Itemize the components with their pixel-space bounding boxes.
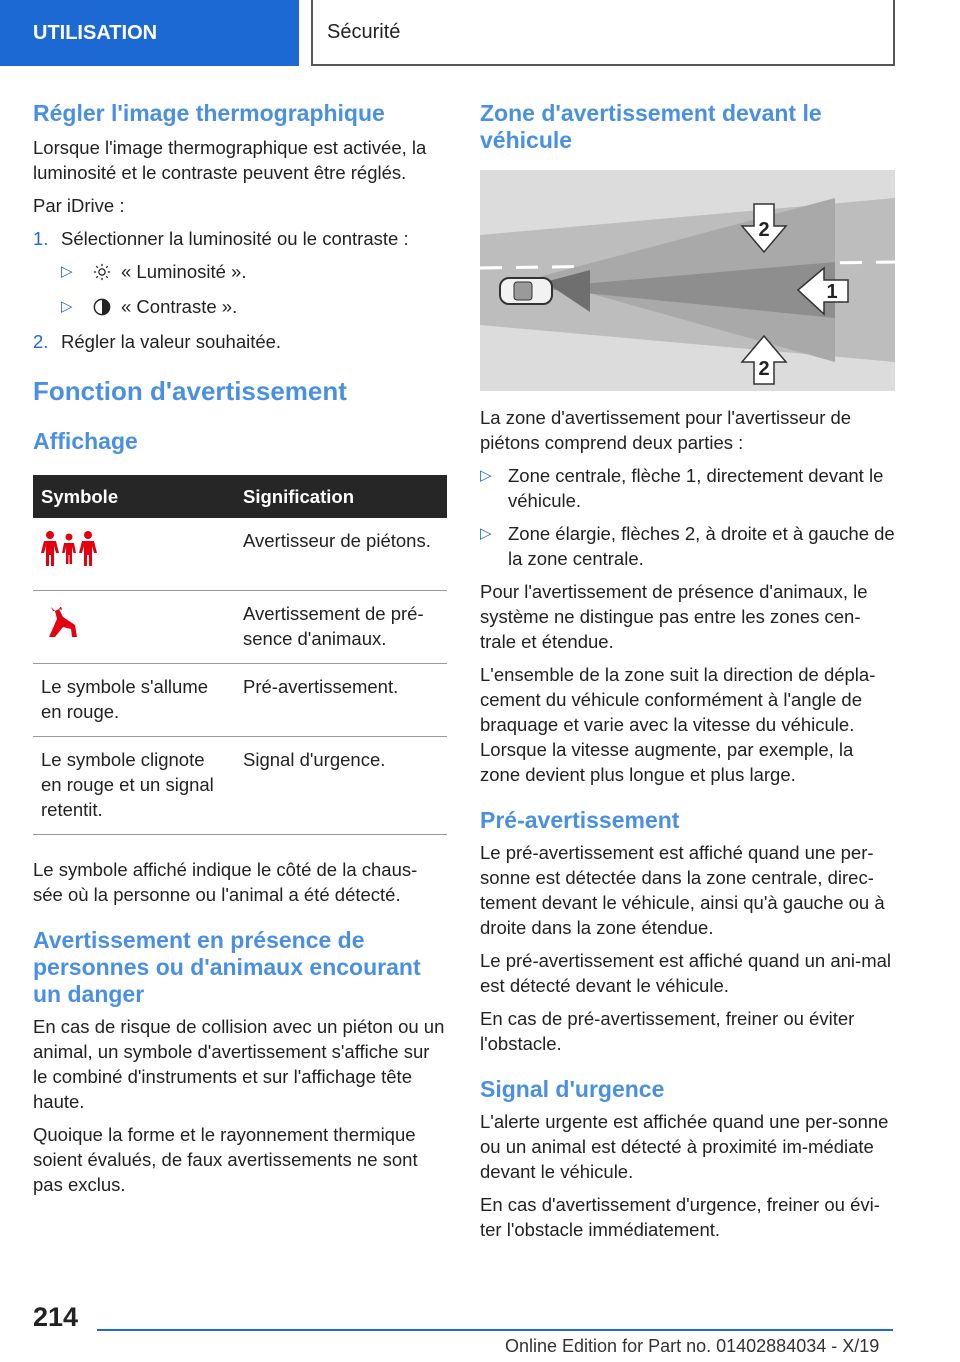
footer-divider bbox=[97, 1329, 893, 1331]
list-item bbox=[480, 463, 895, 513]
paragraph: L'ensemble de la zone suit la direction de dépla-cement du véhicule conformément à l'angle de braquage et varie avec la vitesse du véhicule. Lorsque la vitesse augmente, par exemple, la zone devient plus longue et plus large. bbox=[480, 664, 876, 785]
table-row bbox=[33, 590, 447, 663]
vehicle-icon bbox=[500, 278, 552, 304]
heading-danger-warning: Avertissement en présence de personnes ou d'animaux encourant un danger bbox=[33, 926, 421, 1007]
heading-pre-warning: Pré-avertissement bbox=[480, 807, 680, 833]
page-number: 214 bbox=[33, 1302, 79, 1332]
step-item bbox=[33, 226, 447, 251]
list-item-text: Zone centrale, flèche 1, directement devant le véhicule. bbox=[508, 465, 884, 511]
sub-item-brightness bbox=[33, 259, 447, 284]
warning-zone-diagram bbox=[480, 170, 895, 391]
animal-warning-icon bbox=[41, 607, 81, 641]
step-text: Sélectionner la luminosité ou le contraste : bbox=[61, 228, 409, 249]
sub-item-text: « Luminosité ». bbox=[121, 261, 247, 282]
paragraph: En cas d'avertissement d'urgence, freiner ou évi-ter l'obstacle immédiatement. bbox=[480, 1194, 880, 1240]
heading-thermal-image: Régler l'image thermographique bbox=[33, 100, 385, 126]
edition-text: Online Edition for Part no. 01402884034 - X/19 bbox=[505, 1336, 880, 1356]
table-row bbox=[33, 736, 447, 834]
paragraph: Par iDrive : bbox=[33, 195, 125, 216]
step-number: 2. bbox=[33, 331, 49, 352]
sub-item-text: « Contraste ». bbox=[121, 296, 238, 317]
paragraph: Quoique la forme et le rayonnement thermique soient évalués, de faux avertissements ne sont pas exclus. bbox=[33, 1123, 418, 1195]
heading-warning-zone: Zone d'avertissement devant le véhicule bbox=[480, 100, 822, 153]
arrow-label: 1 bbox=[826, 281, 838, 303]
paragraph: Le pré-avertissement est affiché quand un ani-mal est détecté devant le véhicule. bbox=[480, 950, 892, 996]
symbol-table bbox=[33, 475, 447, 835]
paragraph: La zone d'avertissement pour l'avertisseur de piétons comprend deux parties : bbox=[480, 407, 852, 453]
table-row bbox=[33, 663, 447, 736]
meaning-cell: Signal d'urgence. bbox=[235, 736, 447, 834]
symbol-cell: Le symbole s'allume en rouge. bbox=[33, 663, 235, 736]
column-header-symbol: Symbole bbox=[33, 475, 235, 518]
meaning-cell: Pré-avertissement. bbox=[235, 663, 447, 736]
paragraph: Lorsque l'image thermographique est activée, la luminosité et le contraste peuvent être réglés. bbox=[33, 137, 427, 183]
left-column bbox=[33, 100, 447, 1205]
meaning-cell: Avertisseur de piétons. bbox=[235, 518, 447, 590]
right-column bbox=[480, 100, 895, 1250]
paragraph: Pour l'avertissement de présence d'animaux, le système ne distingue pas entre les zones cen-trale et étendue. bbox=[480, 581, 868, 652]
paragraph: En cas de risque de collision avec un piéton ou un animal, un symbole d'avertissement s'affiche sur le combiné d'instruments et sur l'affichage tête haute. bbox=[33, 1015, 445, 1112]
step-item bbox=[33, 329, 447, 354]
heading-warning-function: Fonction d'avertissement bbox=[33, 376, 347, 406]
step-text: Régler la valeur souhaitée. bbox=[61, 331, 282, 352]
sub-item-contrast bbox=[33, 294, 447, 319]
paragraph: Le symbole affiché indique le côté de la chaus-sée où la personne ou l'animal a été détecté. bbox=[33, 858, 418, 905]
meaning-cell: Avertissement de pré-sence d'animaux. bbox=[235, 590, 447, 663]
paragraph: En cas de pré-avertissement, freiner ou éviter l'obstacle. bbox=[480, 1008, 855, 1054]
bullet-triangle-icon: ▷ bbox=[61, 263, 73, 280]
topic-header: Sécurité bbox=[311, 0, 895, 66]
symbol-cell bbox=[33, 590, 235, 663]
symbol-cell bbox=[33, 518, 235, 590]
bullet-triangle-icon: ▷ bbox=[61, 298, 73, 315]
symbol-cell: Le symbole clignote en rouge et un signal retentit. bbox=[33, 736, 235, 834]
list-item-text: Zone élargie, flèches 2, à droite et à gauche de la zone centrale. bbox=[508, 523, 895, 569]
brightness-icon bbox=[93, 263, 111, 281]
step-number: 1. bbox=[33, 228, 49, 249]
table-row bbox=[33, 518, 447, 590]
arrow-label: 2 bbox=[758, 219, 770, 241]
column-header-meaning: Signification bbox=[235, 475, 447, 518]
paragraph: L'alerte urgente est affichée quand une per-sonne ou un animal est détecté à proximité im-médiate devant le véhicule. bbox=[480, 1111, 889, 1182]
list-item bbox=[480, 521, 895, 571]
bullet-triangle-icon: ▷ bbox=[480, 467, 492, 484]
paragraph: Le pré-avertissement est affiché quand une per-sonne est détectée dans la zone centrale, direc-tement devant le véhicule, ainsi qu'à gauche ou à droite dans la zone étendue. bbox=[480, 842, 885, 938]
bullet-triangle-icon: ▷ bbox=[480, 525, 492, 542]
pedestrian-warning-icon bbox=[41, 530, 97, 568]
heading-emergency-signal: Signal d'urgence bbox=[480, 1076, 665, 1102]
heading-display: Affichage bbox=[33, 428, 138, 454]
contrast-icon bbox=[93, 298, 111, 316]
section-tab[interactable]: UTILISATION bbox=[0, 0, 299, 66]
arrow-label: 2 bbox=[758, 358, 770, 380]
